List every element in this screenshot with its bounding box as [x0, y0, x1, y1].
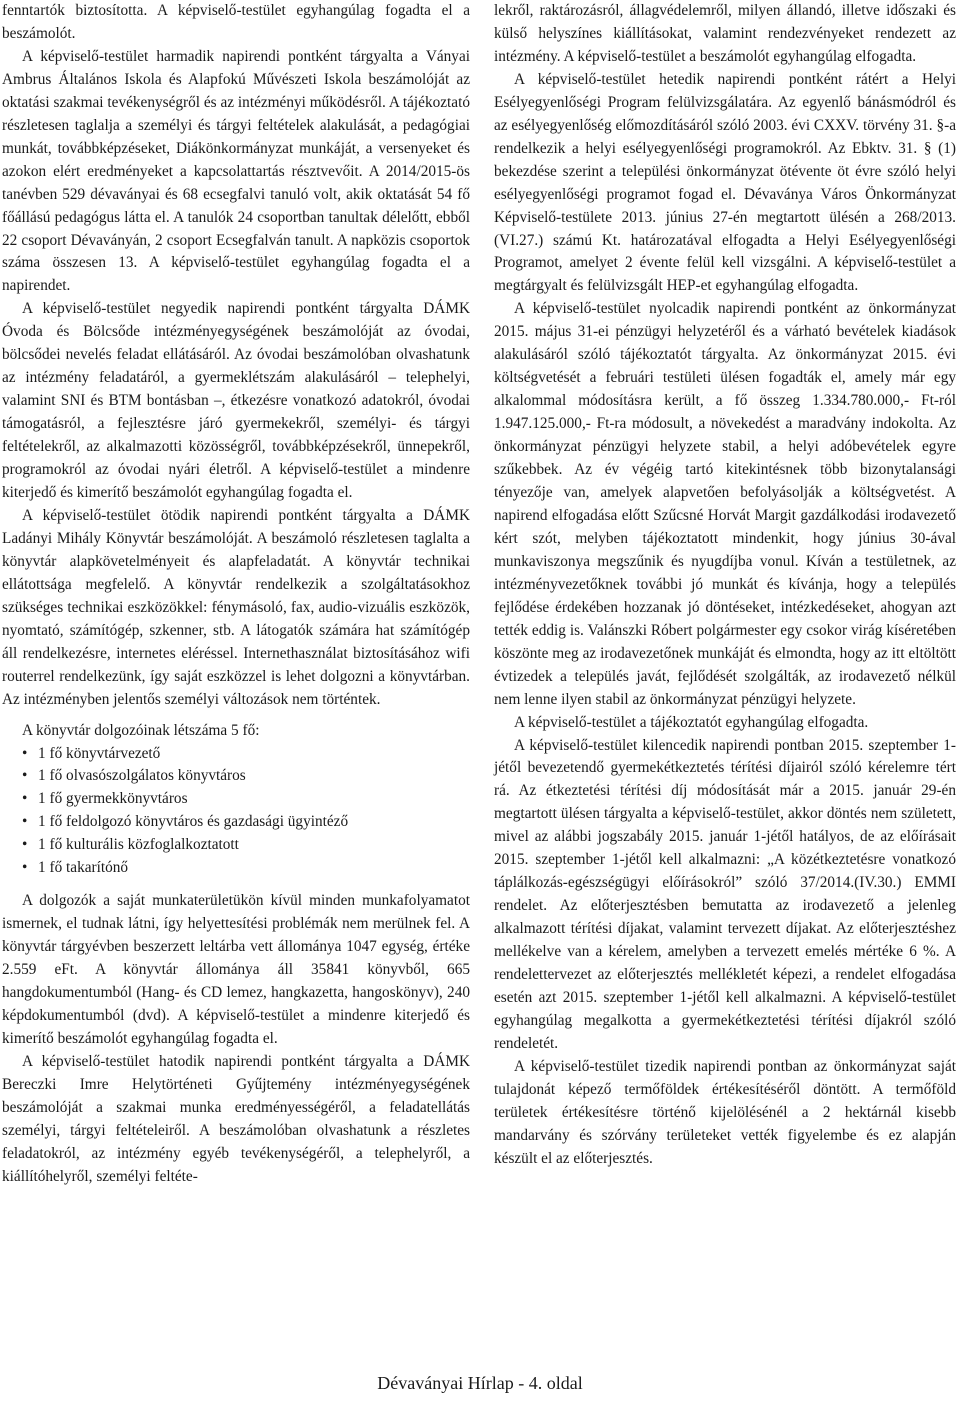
- list-item: [22, 834, 470, 857]
- paragraph-museum-report: A képviselő-testület hatodik napirendi pontként tárgyalta a DÁMK Bereczki Imre Helytörténeti Gyűjtemény intézményegységének beszámolóját a szakmai munka eredményességéről, a feladatellátás személyi, tárgyi feltételeiről. A beszámolóban olvashatunk a részletes feladatokról, az intézmény egyéb tevékenységéről, a telephelyről, a kiállítóhelyről, személyi feltéte-: [2, 1052, 470, 1185]
- paragraph-museum-continued: lekről, raktározásról, állagvédelemről, milyen állandó, illetve időszaki és külső helyszínes kiállításokat, valamint rendezvényeket rendezett az intézmény. A képviselő-testület a beszámolót egyhangúlag elfogadta.: [494, 2, 956, 65]
- paragraph-equal-opportunity: A képviselő-testület hetedik napirendi pontként rátért a Helyi Esélyegyenlőségi Program felülvizsgálatára. Az egyenlő bánásmódról és az esélyegyenlőség előmozdításáról szóló 2003. évi CXXV. törvény 31. §-a rendelkezik a helyi esélyegyenlőségi programokról. Az Ebktv. 31. § (1) bekezdése szerint a települési önkormányzat ötévente öt évre szóló helyi esélyegyenlőségi programot fogad el. Dévaványa Város Önkormányzat Képviselő-testülete 2013. június 27-én megtartott ülésén a 268/2013.(VI.27.) számú Kt. határozatával elfogadta a Helyi Esélyegyenlőségi Programot, amelyet 2 évente felül kell vizsgálni. A képviselő-testület a megtárgyalt és felülvizsgált HEP-et egyhangúlag elfogadta.: [494, 70, 956, 295]
- page-footer: Dévaványai Hírlap - 4. oldal: [377, 1373, 583, 1393]
- bullet-icon: •: [22, 767, 28, 785]
- staff-item-text: 1 fő takarítónő: [38, 859, 129, 877]
- paragraph-finances-accepted: A képviselő-testület a tájékoztatót egyhangúlag elfogadta.: [514, 713, 869, 731]
- paragraph-library-staff: A dolgozók a saját munkaterületükön kívül minden munkafolyamatot ismernek, el tudnak látni, így helyettesítési problémák nem merülnek fel. A könyvtár tárgyévben beszerzett leltárba vett állománya 1047 egység, értéke 2.559 eFt. A könyvtár állománya áll 35841 könyvből, 665 hangdokumentumból (Hang- és CD lemez, hangkazetta, hangoskönyv), 240 képdokumentumból (dvd). A képviselő-testület a mindenre kiterjedő és kimerítő beszámolót egyhangúlag fogadta el.: [2, 892, 470, 1047]
- list-item: [22, 811, 470, 834]
- paragraph-continued: fenntartók biztosította. A képviselő-testület egyhangúlag fogadta el a beszámolót.: [2, 2, 470, 42]
- list-item: [22, 788, 470, 811]
- staff-item-text: 1 fő feldolgozó könyvtáros és gazdasági ügyintéző: [38, 813, 349, 831]
- staff-item-text: 1 fő gyermekkönyvtáros: [38, 790, 188, 808]
- paragraph-land-sale: A képviselő-testület tizedik napirendi pontban az önkormányzat saját tulajdonát képező termőföldek értékesítéséről döntött. A termőföld területek értékesítésre történő kijelölésénél a 2 hektárnál kisebb mandarvány és szórvány területeket vették figyelembe és ez alapján készült el az előterjesztés.: [494, 1057, 956, 1167]
- bullet-icon: •: [22, 744, 28, 762]
- left-column: [2, 0, 470, 1189]
- library-staff-list: [2, 720, 470, 881]
- paragraph-finances: A képviselő-testület nyolcadik napirendi pontként az önkormányzat 2015. május 31-ei pénzügyi helyzetéről és a várható bevételek kiadások alakulásáról szóló tájékoztatót tárgyalta. Az önkormányzat 2015. évi költségvetését a februári testületi ülésen fogadták el, amely már egy alkalommal módosításra került, a fő összeg 1.334.780.000,- Ft-ról 1.947.125.000,- Ft-ra módosult, a növekedést a maradvány indokolta. Az önkormányzat pénzügyi helyzete stabil, a helyi adóbevételek egyre szűkebbek. Az év végéig tartó kitekintésnek több bizonytalansági tényezője van, amelyek alapvetően befolyásolják a költségvetést. A napirend elfogadása előtt Szűcsné Horvát Margit gazdálkodási irodavezető kért szót, melyben tájékoztatott mindenkit, hogy június 30-ával munkaviszonya megszűnik és nyugdíjba vonul. Kíván a testületnek, az intézményvezetőknek további jó munkát és kívánja, hogy a település fejlődése érdekében hozzanak jó döntéseket, intézkedéseket, ahogyan azt tették eddig is. Valánszki Róbert polgármester egy csokor virág kíséretében köszönte meg az irodavezetőnek munkáját és elmondta, hogy az itt eltöltött évtizedek a település javát, fejlődését szolgálták, az irodavezető nélkül nem lenne ilyen stabil az önkormányzat pénzügyi helyzete.: [494, 300, 956, 708]
- list-item: [22, 857, 470, 880]
- staff-items: [2, 743, 470, 881]
- right-column: [494, 0, 956, 1171]
- staff-item-text: 1 fő kulturális közfoglalkoztatott: [38, 836, 239, 854]
- bullet-icon: •: [22, 790, 28, 808]
- bullet-icon: •: [22, 836, 28, 854]
- list-item: [22, 743, 470, 766]
- staff-list-title: A könyvtár dolgozóinak létszáma 5 fő:: [22, 721, 260, 739]
- paragraph-school-report: A képviselő-testület harmadik napirendi pontként tárgyalta a Ványai Ambrus Általános Iskola és Alapfokú Művészeti Iskola beszámolóját az oktatási szakmai tevékenységről és az intézményi működésről. A tájékoztató részletesen taglalja a személyi és tárgyi feltételek alakulását, a pedagógiai munkát, továbbképzéseket, Diákönkormányzat munkáját, a versenyeket és azokon elért eredményeket a kapcsolattartás résztvevőit. A 2014/2015-ös tanévben 529 dévaványai és 68 ecsegfalvi tanuló volt, akik oktatását 54 fő főállású pedagógus látta el. A tanulók 24 csoportban tanultak délelőtt, ebből 22 csoport Dévaványán, 2 csoport Ecsegfalván tanult. A napközis csoportok száma összesen 13. A képviselő-testület egyhangúlag fogadta el a napirendet.: [2, 47, 470, 295]
- bullet-icon: •: [22, 813, 28, 831]
- paragraph-meal-fees: A képviselő-testület kilencedik napirendi pontban 2015. szeptember 1-jétől bevezetendő gyermekétkeztetés térítési díjairól szóló kérelemre tért rá. Az étkeztetési térítési díj módosítását már a 2015. január 29-én megtartott ülésen tárgyalta a képviselő-testület, akkor döntés nem született, mivel az alábbi jogszabály 2015. január 1-jétől hatályos, de az előírásait 2015. szeptember 1-jétől kell alkalmazni: „A közétkeztetésre vonatkozó táplálkozás-egészségügyi előírásokról” szóló 37/2014.(IV.30.) EMMI rendelet. Az előterjesztésben bemutatta az irodavezető a jelenleg alkalmazott térítési díjakat, valamint tervezett díjakat. Az előterjesztéshez mellékelve van a kérelem, amelyben a tervezett emelés mértéke 6 %. A rendelettervezet az előterjesztés mellékletét képezi, a rendelet elfogadása esetén azt 2015. szeptember 1-jétől kell alkalmazni. A képviselő-testület egyhangúlag megalkotta a gyermekétkeztetési térítési díjakról szóló rendeletét.: [494, 736, 956, 1052]
- staff-item-text: 1 fő olvasószolgálatos könyvtáros: [38, 767, 246, 785]
- staff-item-text: 1 fő könyvtárvezető: [38, 744, 161, 762]
- bullet-icon: •: [22, 859, 28, 877]
- list-item: [22, 765, 470, 788]
- paragraph-kindergarten-report: A képviselő-testület negyedik napirendi pontként tárgyalta DÁMK Óvoda és Bölcsőde intézményegységének beszámolóját az óvodai, bölcsődei nevelés feladat ellátásáról. Az óvodai beszámolóban olvashatunk az intézmény feladatáról, a gyermeklétszám alakulásáról – telephelyi, valamint SNI és BTM bontásban –, étkezésre vonatkozó adatokról, óvodai támogatásról, a fejlesztésre járó gyermekekről, személyi- és tárgyi feltételekről, az alkalmazotti közösségről, továbbképzésekről, ünnepekről, programokról az óvodai nyári életről. A képviselő-testület a mindenre kiterjedő és kimerítő beszámolót egyhangúlag fogadta el.: [2, 300, 470, 502]
- paragraph-library-report: A képviselő-testület ötödik napirendi pontként tárgyalta a DÁMK Ladányi Mihály Könyvtár beszámolóját. A beszámoló részletesen taglalta a könyvtár alapkövetelményeit és alapfeladatát. A könyvtár technikai ellátottsága megfelelő. A könyvtár rendelkezik a szolgáltatásokhoz szükséges technikai eszközökkel: fénymásoló, fax, audio-vizuális eszközök, nyomtató, számítógép, szkenner, stb. A látogatók számára hat számítógép áll rendelkezésre, internetes eléréssel. Internethasználat biztosításához wifi routerrel rendelkezünk, így saját eszközzel is lehet dolgozni a könyvtárban. Az intézményben jelentős személyi változások nem történtek.: [2, 506, 470, 708]
